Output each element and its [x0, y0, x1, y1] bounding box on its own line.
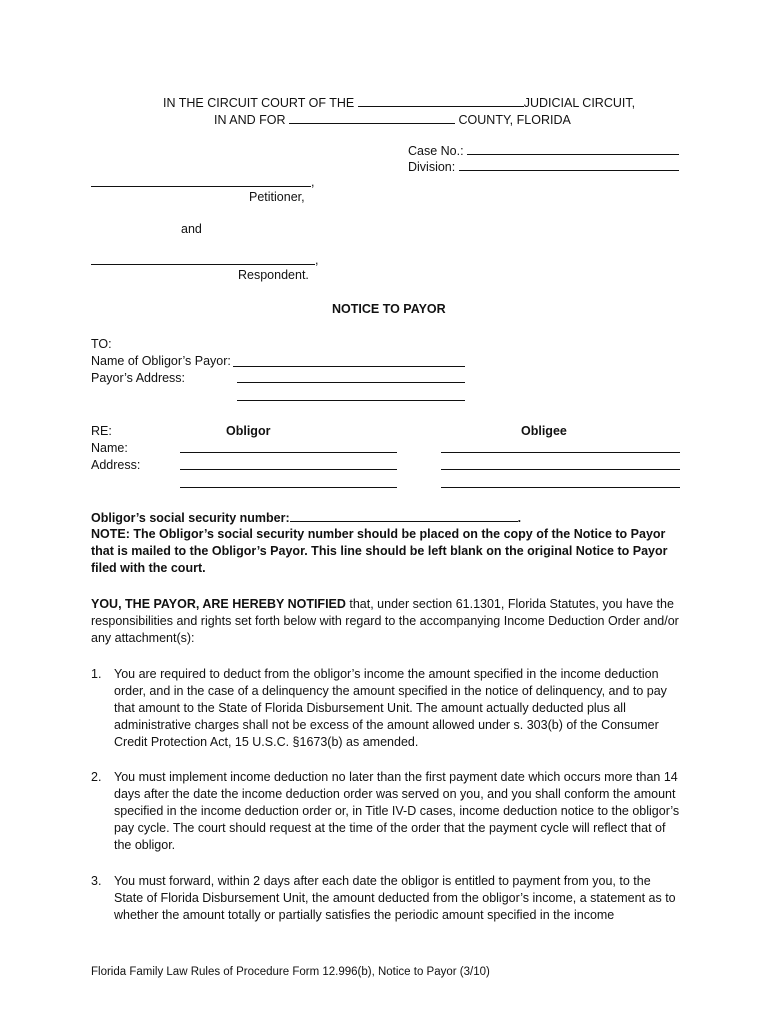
- court-header-text-c: IN AND FOR: [214, 113, 286, 127]
- case-number-blank[interactable]: [467, 142, 679, 155]
- ssn-note: NOTE: The Obligor’s social security number should be placed on the copy of the Notice to Payor that is mailed to the Obligor’s Payor. This line should be left blank on the original Notice to Payor filed with the court.: [91, 527, 668, 575]
- payor-name-blank[interactable]: [233, 366, 465, 367]
- obligee-heading: Obligee: [521, 424, 567, 438]
- and-label: and: [181, 222, 202, 236]
- petitioner-blank[interactable]: [91, 186, 311, 187]
- respondent-label: Respondent.: [238, 268, 309, 282]
- notified-rest: that, under section 61.1301, Florida Statutes, you have the responsibilities and rights set forth below with regard to the accompanying Income Deduction Order and/or any attachment(s):: [91, 597, 679, 645]
- court-header-line-2: [214, 111, 571, 129]
- county-blank[interactable]: [289, 111, 455, 124]
- obligor-heading: Obligor: [226, 424, 271, 438]
- item-1-number: 1.: [91, 667, 102, 681]
- obligee-address-blank-2[interactable]: [441, 487, 680, 488]
- payor-address-blank-1[interactable]: [237, 382, 465, 383]
- obligee-name-blank[interactable]: [441, 452, 680, 453]
- division-label: Division:: [408, 160, 456, 174]
- ssn-label: Obligor’s social security number:: [91, 511, 290, 525]
- item-2-text: You must implement income deduction no later than the first payment date which occurs more than 14 days after the date the income deduction order was served on you, and you shall conform the amount specified in the income deduction order or, in Title IV-D cases, income deduction notice to the obligor’s pay cycle. The court should request at the time of the order that the payment cycle will reflect that of the obligor.: [114, 770, 680, 852]
- name-label: Name:: [91, 441, 128, 455]
- court-header-line-1: [163, 94, 635, 112]
- item-3-number: 3.: [91, 874, 102, 888]
- judicial-circuit-blank[interactable]: [358, 94, 524, 107]
- obligor-address-blank-1[interactable]: [180, 469, 397, 470]
- case-number-label: Case No.:: [408, 144, 464, 158]
- to-label: TO:: [91, 337, 112, 351]
- division-row: [408, 158, 679, 176]
- ssn-blank[interactable]: [290, 509, 518, 522]
- address-label: Address:: [91, 458, 141, 472]
- court-header-text-d: COUNTY, FLORIDA: [458, 113, 571, 127]
- respondent-blank[interactable]: [91, 264, 315, 265]
- court-header-text-b: JUDICIAL CIRCUIT,: [523, 96, 636, 110]
- ssn-period: .: [517, 511, 522, 525]
- respondent-comma: ,: [315, 253, 319, 267]
- item-3-text: You must forward, within 2 days after each date the obligor is entitled to payment from you, to the State of Florida Disbursement Unit, the amount deducted from the obligor’s income, a statement as to whether the amount totally or partially satisfies the periodic amount specified in the income: [114, 874, 676, 922]
- item-2-number: 2.: [91, 770, 102, 784]
- obligee-address-blank-1[interactable]: [441, 469, 680, 470]
- petitioner-label: Petitioner,: [249, 190, 305, 204]
- ssn-row: [91, 509, 521, 527]
- petitioner-comma: ,: [311, 175, 315, 189]
- page-footer: Florida Family Law Rules of Procedure Form 12.996(b), Notice to Payor (3/10): [91, 966, 490, 978]
- payor-name-label: Name of Obligor’s Payor:: [91, 354, 231, 368]
- court-header-text-a: IN THE CIRCUIT COURT OF THE: [163, 96, 355, 110]
- notified-paragraph: [91, 596, 681, 647]
- notified-lead: YOU, THE PAYOR, ARE HEREBY NOTIFIED: [91, 597, 346, 611]
- obligor-name-blank[interactable]: [180, 452, 397, 453]
- page-title: NOTICE TO PAYOR: [332, 302, 446, 316]
- item-1-text: You are required to deduct from the obligor’s income the amount specified in the income deduction order, and in the case of a delinquency the amount specified in the notice of delinquency, and to pay that amount to the State of Florida Disbursement Unit. The amount actually deducted plus all administrative charges shall not be excess of the amount allowed under s. 303(b) of the Consumer Credit Protection Act, 15 U.S.C. §1673(b) as amended.: [114, 667, 667, 749]
- obligor-address-blank-2[interactable]: [180, 487, 397, 488]
- payor-address-blank-2[interactable]: [237, 400, 465, 401]
- re-label: RE:: [91, 424, 112, 438]
- division-blank[interactable]: [459, 158, 679, 171]
- payor-address-label: Payor’s Address:: [91, 371, 186, 385]
